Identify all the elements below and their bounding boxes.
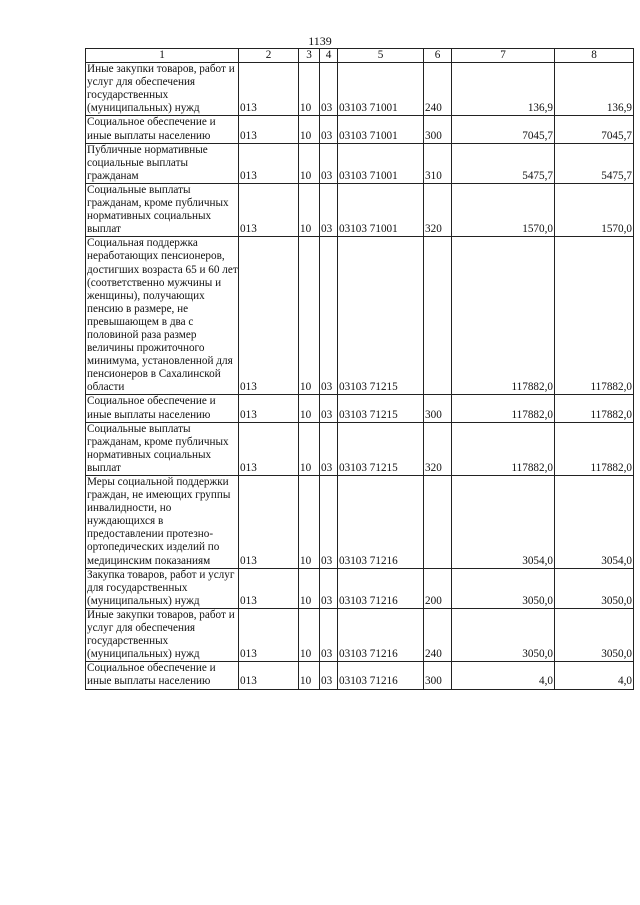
expense-type-cell: 300 bbox=[424, 116, 452, 143]
ministry-code-cell: 013 bbox=[239, 476, 299, 569]
section-cell: 10 bbox=[299, 476, 320, 569]
subsection-cell: 03 bbox=[320, 143, 338, 183]
amount-cell: 3054,0 bbox=[452, 476, 555, 569]
row-name-cell: Социальное обеспечение и иные выплаты населению bbox=[86, 395, 239, 422]
target-article-cell: 03103 71215 bbox=[338, 422, 424, 475]
ministry-code-cell: 013 bbox=[239, 422, 299, 475]
ministry-code-cell: 013 bbox=[239, 116, 299, 143]
row-name-cell: Публичные нормативные социальные выплаты гражданам bbox=[86, 143, 239, 183]
expense-type-cell: 240 bbox=[424, 63, 452, 116]
table-row bbox=[86, 568, 634, 608]
expense-type-cell: 200 bbox=[424, 568, 452, 608]
amount-cell: 3050,0 bbox=[555, 568, 634, 608]
amount-cell: 4,0 bbox=[452, 662, 555, 689]
amount-cell: 3050,0 bbox=[555, 608, 634, 661]
table-row bbox=[86, 608, 634, 661]
column-header: 8 bbox=[555, 49, 634, 63]
section-cell: 10 bbox=[299, 237, 320, 395]
column-header: 3 bbox=[299, 49, 320, 63]
amount-cell: 117882,0 bbox=[555, 395, 634, 422]
table-row bbox=[86, 237, 634, 395]
row-name-cell: Социальная поддержка неработающих пенсионеров, достигших возраста 65 и 60 лет (соответственно мужчины и женщины), получающих пенсию в размере, не превышающем в два с половиной раза размер величины прожиточного минимума, установленной для пенсионеров в Сахалинской области bbox=[87, 237, 238, 394]
target-article-cell: 03103 71216 bbox=[338, 608, 424, 661]
column-header: 4 bbox=[320, 49, 338, 63]
amount-cell: 4,0 bbox=[555, 662, 634, 689]
section-cell: 10 bbox=[299, 63, 320, 116]
section-cell: 10 bbox=[299, 116, 320, 143]
section-cell: 10 bbox=[299, 608, 320, 661]
amount-cell: 136,9 bbox=[555, 63, 634, 116]
subsection-cell: 03 bbox=[320, 662, 338, 689]
row-name-cell: Иные закупки товаров, работ и услуг для обеспечения государственных (муниципальных) нужд bbox=[86, 608, 239, 661]
ministry-code-cell: 013 bbox=[239, 662, 299, 689]
table-row bbox=[86, 116, 634, 143]
table-row bbox=[86, 662, 634, 689]
expense-type-cell: 300 bbox=[424, 662, 452, 689]
expense-type-cell bbox=[424, 476, 452, 569]
target-article-cell: 03103 71001 bbox=[338, 143, 424, 183]
subsection-cell: 03 bbox=[320, 395, 338, 422]
subsection-cell: 03 bbox=[320, 422, 338, 475]
ministry-code-cell: 013 bbox=[239, 568, 299, 608]
subsection-cell: 03 bbox=[320, 476, 338, 569]
table-row bbox=[86, 63, 634, 116]
amount-cell: 5475,7 bbox=[452, 143, 555, 183]
subsection-cell: 03 bbox=[320, 116, 338, 143]
section-cell: 10 bbox=[299, 395, 320, 422]
column-header: 5 bbox=[338, 49, 424, 63]
expense-type-cell: 320 bbox=[424, 183, 452, 236]
section-cell: 10 bbox=[299, 183, 320, 236]
amount-cell: 3054,0 bbox=[555, 476, 634, 569]
row-name-cell: Социальные выплаты гражданам, кроме публичных нормативных социальных выплат bbox=[86, 422, 239, 475]
ministry-code-cell: 013 bbox=[239, 63, 299, 116]
amount-cell: 7045,7 bbox=[555, 116, 634, 143]
target-article-cell: 03103 71215 bbox=[338, 395, 424, 422]
expense-type-cell bbox=[424, 237, 452, 395]
amount-cell: 117882,0 bbox=[452, 237, 555, 395]
expense-type-cell: 240 bbox=[424, 608, 452, 661]
section-cell: 10 bbox=[299, 143, 320, 183]
amount-cell: 117882,0 bbox=[452, 422, 555, 475]
amount-cell: 117882,0 bbox=[555, 237, 634, 395]
subsection-cell: 03 bbox=[320, 183, 338, 236]
section-cell: 10 bbox=[299, 422, 320, 475]
column-header: 1 bbox=[86, 49, 239, 63]
subsection-cell: 03 bbox=[320, 63, 338, 116]
amount-cell: 7045,7 bbox=[452, 116, 555, 143]
ministry-code-cell: 013 bbox=[239, 395, 299, 422]
target-article-cell: 03103 71001 bbox=[338, 183, 424, 236]
table-header-row bbox=[86, 49, 634, 63]
amount-cell: 117882,0 bbox=[452, 395, 555, 422]
column-header: 2 bbox=[239, 49, 299, 63]
section-cell: 10 bbox=[299, 662, 320, 689]
table-row bbox=[86, 422, 634, 475]
row-name-cell: Социальное обеспечение и иные выплаты населению bbox=[86, 662, 239, 689]
ministry-code-cell: 013 bbox=[239, 143, 299, 183]
ministry-code-cell: 013 bbox=[239, 608, 299, 661]
table-row bbox=[86, 143, 634, 183]
expense-type-cell: 300 bbox=[424, 395, 452, 422]
subsection-cell: 03 bbox=[320, 608, 338, 661]
amount-cell: 3050,0 bbox=[452, 568, 555, 608]
column-header: 7 bbox=[452, 49, 555, 63]
target-article-cell: 03103 71216 bbox=[338, 568, 424, 608]
budget-table bbox=[85, 48, 634, 690]
section-cell: 10 bbox=[299, 568, 320, 608]
expense-type-cell: 320 bbox=[424, 422, 452, 475]
amount-cell: 5475,7 bbox=[555, 143, 634, 183]
row-name-cell: Меры социальной поддержки граждан, не имеющих группы инвалидности, но нуждающихся в предоставлении протезно-ортопедических изделий по медицинским показаниям bbox=[86, 476, 239, 569]
amount-cell: 1570,0 bbox=[452, 183, 555, 236]
table-row bbox=[86, 395, 634, 422]
page-number: 1139 bbox=[308, 34, 332, 48]
ministry-code-cell: 013 bbox=[239, 237, 299, 395]
target-article-cell: 03103 71215 bbox=[338, 237, 424, 395]
row-name-cell: Закупка товаров, работ и услуг для государственных (муниципальных) нужд bbox=[86, 568, 239, 608]
target-article-cell: 03103 71001 bbox=[338, 63, 424, 116]
target-article-cell: 03103 71001 bbox=[338, 116, 424, 143]
ministry-code-cell: 013 bbox=[239, 183, 299, 236]
row-name-cell: Социальное обеспечение и иные выплаты населению bbox=[86, 116, 239, 143]
row-name-cell: Социальные выплаты гражданам, кроме публичных нормативных социальных выплат bbox=[86, 183, 239, 236]
amount-cell: 136,9 bbox=[452, 63, 555, 116]
row-name-cell: Иные закупки товаров, работ и услуг для обеспечения государственных (муниципальных) нужд bbox=[86, 63, 239, 116]
amount-cell: 1570,0 bbox=[555, 183, 634, 236]
expense-type-cell: 310 bbox=[424, 143, 452, 183]
subsection-cell: 03 bbox=[320, 568, 338, 608]
subsection-cell: 03 bbox=[320, 237, 338, 395]
column-header: 6 bbox=[424, 49, 452, 63]
table-row bbox=[86, 183, 634, 236]
target-article-cell: 03103 71216 bbox=[338, 662, 424, 689]
target-article-cell: 03103 71216 bbox=[338, 476, 424, 569]
amount-cell: 117882,0 bbox=[555, 422, 634, 475]
table-row bbox=[86, 476, 634, 569]
amount-cell: 3050,0 bbox=[452, 608, 555, 661]
